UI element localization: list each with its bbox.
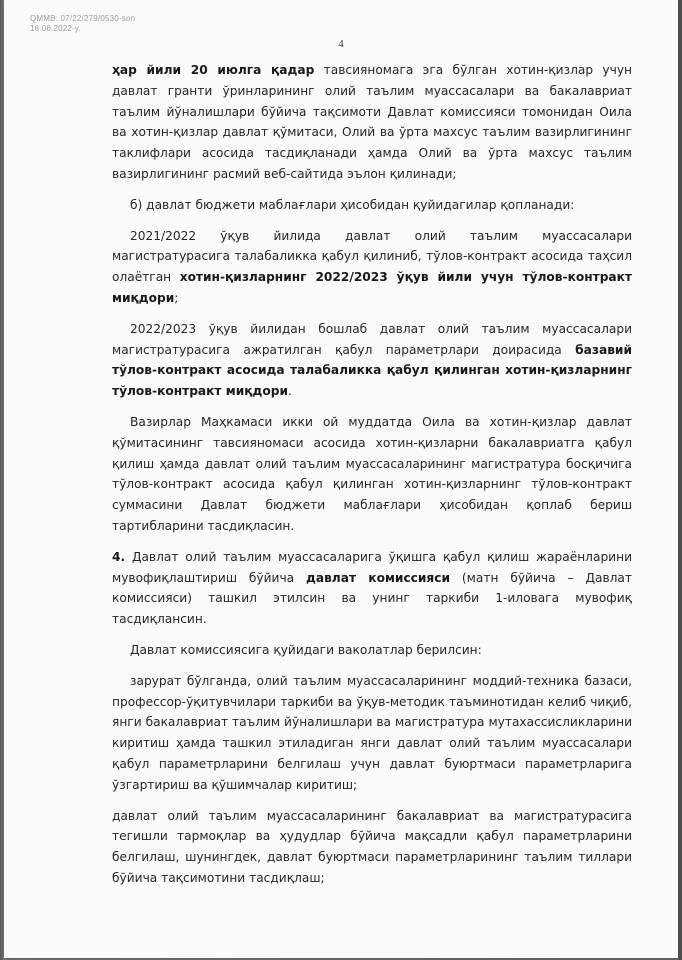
paragraph — [112, 640, 632, 661]
paragraph — [112, 547, 632, 630]
text-segment: Давлат олий таълим муассасаларига ўқишга қабул қилиш жараёнларини мувофиқлаштириш бўйича — [112, 549, 632, 585]
paragraph — [112, 671, 632, 796]
paragraph — [112, 60, 632, 185]
registration-stamp — [30, 14, 135, 34]
text-segment: тавсияномага эга бўлган хотин-қизлар учун давлат гранти ўринларининг олий таълим муассасалари ва бакалавриат таълим йўналишлари бўйича тақсимоти Давлат комиссияси томонидан Оила ва хотин-қизлар давлат қўмитаси, Олий ва ўрта махсус таълим вазирлигининг таклифлари асосида тасдиқланади ҳамда Олий ва ўрта махсус таълим вазирлигининг расмий веб-сайтида эълон қилинади; — [112, 63, 632, 181]
scrollbar-track[interactable] — [678, 0, 682, 960]
text-segment: давлат олий таълим муассасаларининг бакалавриат ва магистратурасига тегишли тармоқлар ва ҳудудлар бўйича мақсадли қабул параметрларини белгилаш, шунингдек, давлат буюртмаси параметрларининг таълим тиллари бўйича тақсимотини тасдиқлаш; — [112, 808, 632, 885]
page-number: 4 — [338, 38, 344, 50]
text-segment: . — [288, 384, 292, 399]
text-segment: 2021/2022 ўқув йилида давлат олий таълим муассасалари магистратурасига талабаликка қабул қилиниб, тўлов-контракт асосида таҳсил олаётган — [112, 228, 632, 285]
document-page — [4, 0, 678, 958]
text-segment: зарурат бўлганда, олий таълим муассасаларининг моддий-техника базаси, профессор-ўқитувчилари таркиби ва ўқув-методик таъминотидан келиб чиқиб, янги бакалавриат таълим йўналишлари ва магистратура мутахассисликларини киритиш ҳамда ташкил этиладиган янги давлат олий таълим муассасалари қабул параметрларини белгилаш учун давлат буюртмаси параметрларига ўзгартириш ва қўшимчалар киритиш; — [112, 673, 632, 792]
bold-text-segment: ҳар йили 20 июлга қадар — [112, 63, 315, 77]
bold-text-segment: 4. — [112, 549, 126, 564]
document-body — [112, 60, 632, 899]
paragraph — [112, 412, 632, 537]
paragraph — [112, 806, 632, 889]
stamp-line-2: 16.06.2022-у. — [30, 24, 81, 33]
text-segment: (матн бўйича – Давлат комиссияси) ташкил этилсин ва унинг таркиби 1-иловага мувофиқ тасдиқлансин. — [112, 570, 632, 627]
bold-text-segment: хотин-қизларнинг 2022/2023 ўқув йили учун тўлов-контракт миқдори — [112, 270, 632, 305]
stamp-line-1: QMMB: 07/22/279/0530-son — [30, 14, 136, 23]
text-segment: б) давлат бюджети маблағлари ҳисобидан қуйидагилар қопланади: — [130, 197, 575, 212]
text-segment: ; — [174, 290, 179, 305]
bold-text-segment: давлат комиссияси — [306, 570, 451, 585]
paragraph — [112, 226, 632, 309]
bold-text-segment: базавий тўлов-контракт асосида талабаликка қабул қилинган хотин-қизларнинг тўлов-контракт миқдори — [112, 342, 632, 399]
paragraph — [112, 195, 632, 216]
text-segment: Вазирлар Маҳкамаси икки ой муддатда Оила ва хотин-қизлар давлат қўмитасининг тавсияномаси асосида хотин-қизларни бакалавриатга қабул қилиш ҳамда давлат олий таълим муассасаларининг магистратура босқичига тўлов-контракт асосида қабул қилинган хотин-қизларнинг тўлов-контракт суммасини Давлат бюджети маблағлари ҳисобидан қоплаб бериш тартибларини тасдиқласин. — [112, 414, 632, 533]
text-segment: Давлат комиссиясига қуйидаги ваколатлар берилсин: — [130, 642, 482, 657]
text-segment: 2022/2023 ўқув йилидан бошлаб давлат олий таълим муассасалари магистратурасига ажратилган қабул параметрлари доирасида — [112, 321, 632, 357]
paragraph — [112, 319, 632, 402]
